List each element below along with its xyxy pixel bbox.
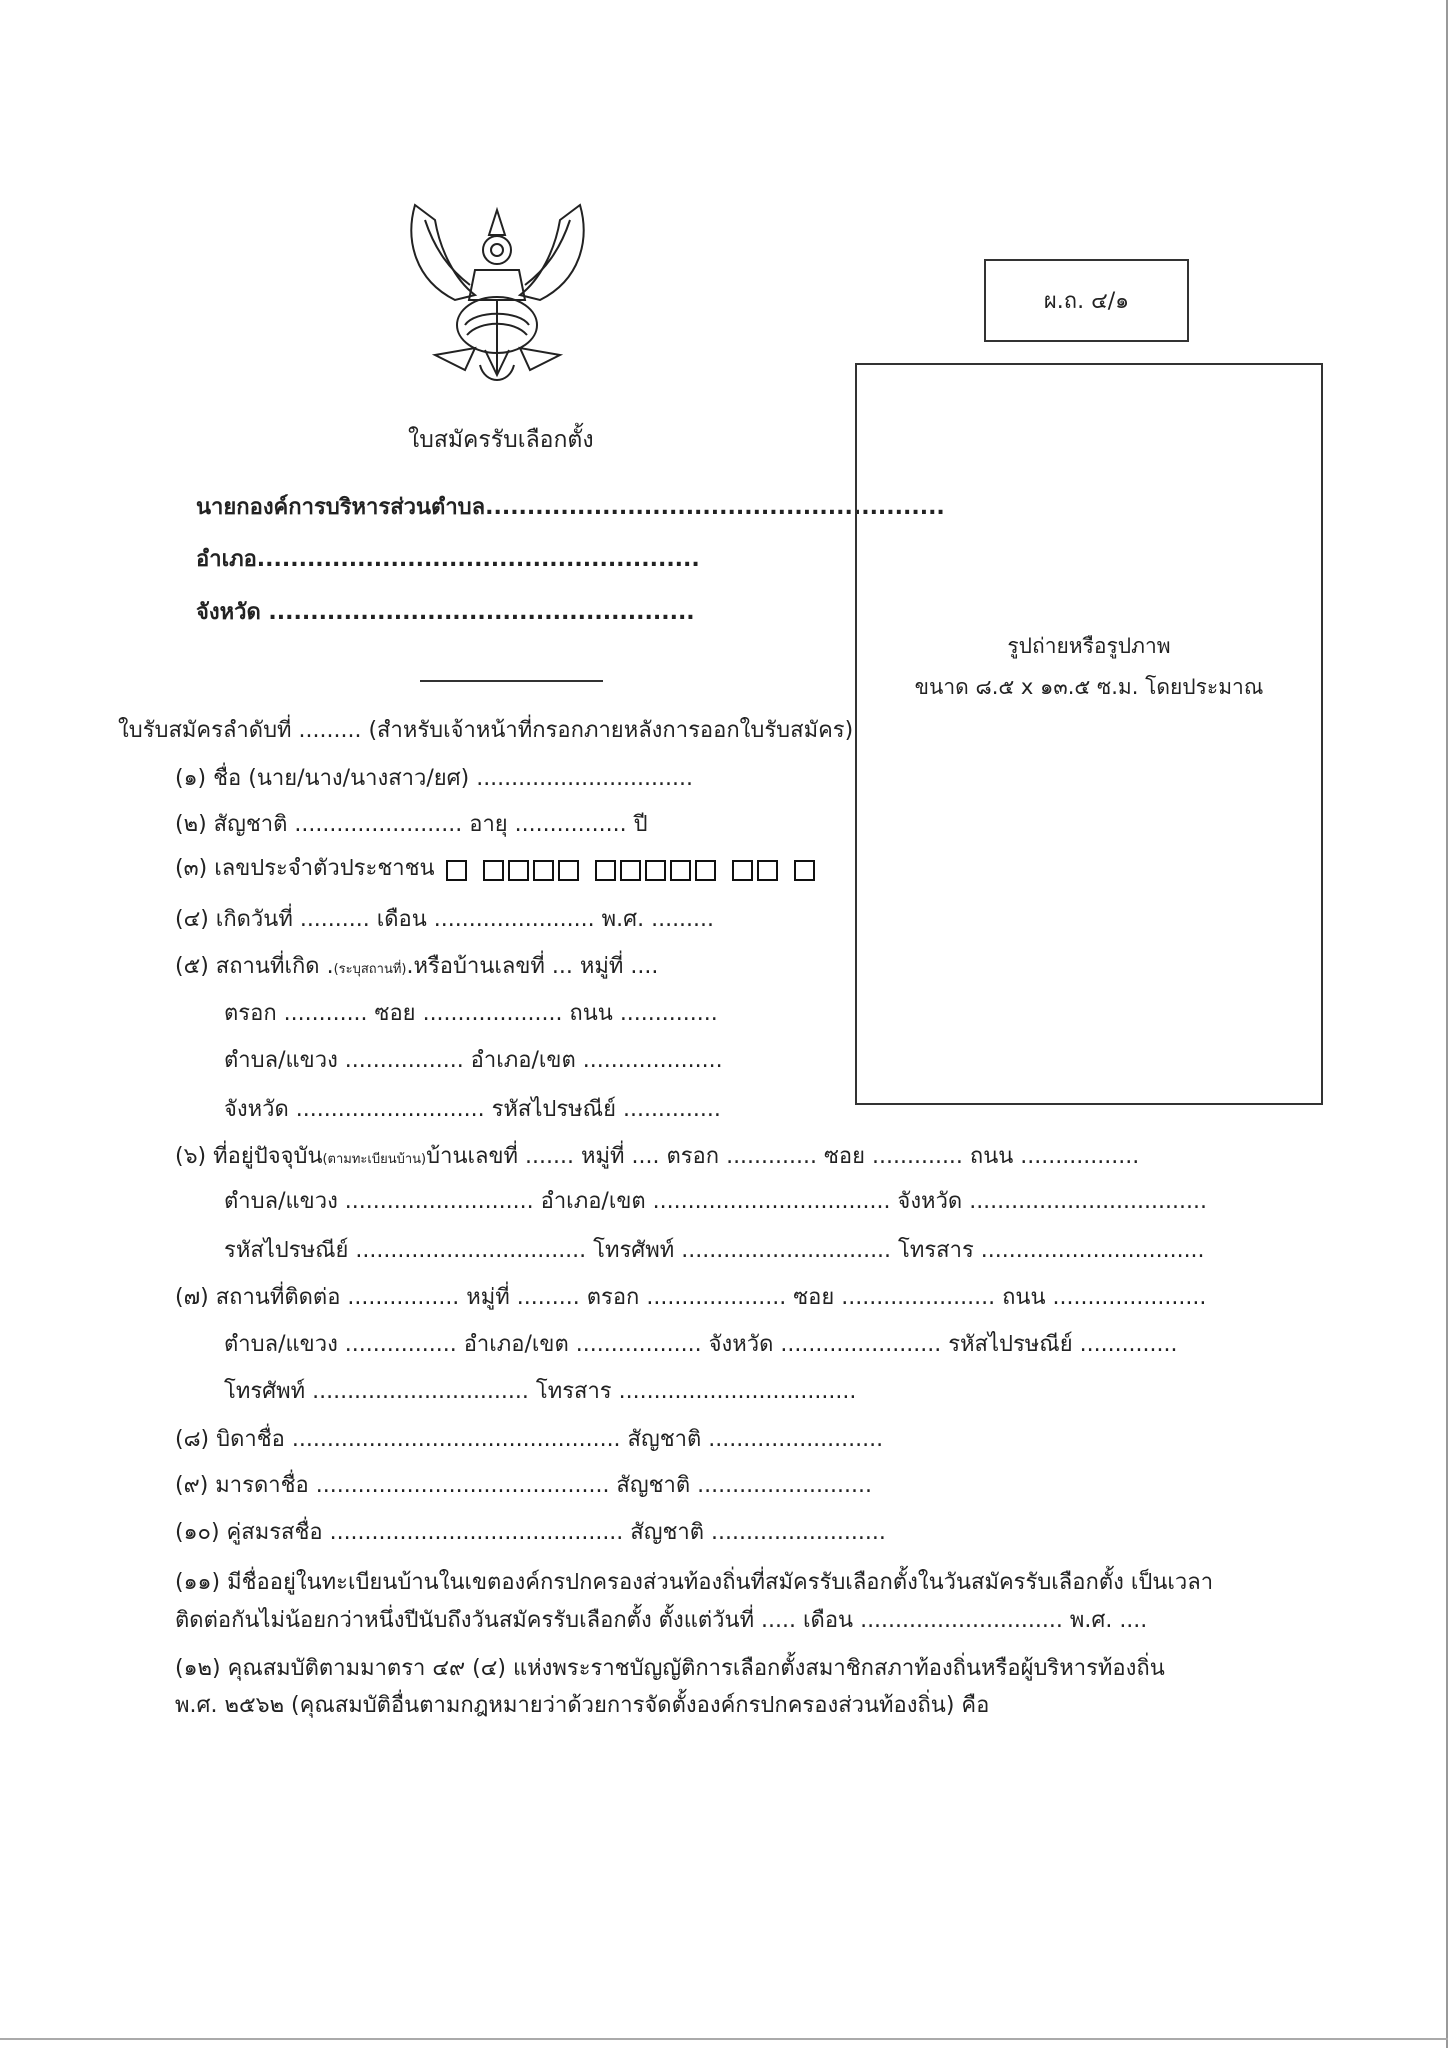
item-12-line-2: พ.ศ. ๒๕๖๒ (คุณสมบัติอื่นตามกฎหมายว่าด้วยการจัดตั้งองค์กรปกครองส่วนท้องถิ่น) คือ xyxy=(175,1693,990,1718)
item-3-id-label: (๓) เลขประจำตัวประชาชน xyxy=(175,856,435,881)
item-6-note: (ตามทะเบียนบ้าน) xyxy=(322,1152,427,1167)
id-digit-box[interactable] xyxy=(695,860,716,881)
item-6-label: (๖) ที่อยู่ปัจจุบัน xyxy=(175,1144,323,1169)
divider xyxy=(420,680,603,682)
item-5-label: (๕) สถานที่เกิด . xyxy=(175,954,334,979)
item-12-line-1: (๑๒) คุณสมบัติตามมาตรา ๔๙ (๔) แห่งพระราชบัญญัติการเลือกตั้งสมาชิกสภาท้องถิ่นหรือผู้บริหารท้องถิ่น xyxy=(175,1656,1165,1681)
id-digit-box[interactable] xyxy=(483,860,504,881)
item-4-birthdate: (๔) เกิดวันที่ .......... เดือน ....................... พ.ศ. ......... xyxy=(175,907,715,932)
id-digit-box[interactable] xyxy=(757,860,778,881)
id-digit-box[interactable] xyxy=(645,860,666,881)
id-digit-box[interactable] xyxy=(732,860,753,881)
item-11-line-1: (๑๑) มีชื่ออยู่ในทะเบียนบ้านในเขตองค์กรปกครองส่วนท้องถิ่นที่สมัครรับเลือกตั้งในวันสมัครรับเลือกตั้ง เป็นเวลา xyxy=(175,1570,1214,1595)
item-8-father: (๘) บิดาชื่อ ............................................... สัญชาติ ......................... xyxy=(175,1427,884,1452)
photo-placeholder-box[interactable] xyxy=(855,363,1323,1105)
id-digit-box[interactable] xyxy=(446,860,467,881)
header-district: อำเภอ..................................................... xyxy=(196,547,700,572)
item-5-rest: .หรือบ้านเลขที่ ... หมู่ที่ .... xyxy=(406,954,659,979)
item-7-contact: (๗) สถานที่ติดต่อ ................ หมู่ที่ ......... ตรอก .................... ซอย ...................... ถนน ...................... xyxy=(175,1285,1207,1310)
item-5-birthplace xyxy=(175,952,658,985)
id-box-group xyxy=(446,860,467,881)
item-6-rest: บ้านเลขที่ ....... หมู่ที่ .... ตรอก ............. ซอย ............. ถนน ................. xyxy=(426,1144,1140,1169)
id-box-group xyxy=(483,860,579,881)
id-digit-box[interactable] xyxy=(670,860,691,881)
item-11-line-2: ติดต่อกันไม่น้อยกว่าหนึ่งปีนับถึงวันสมัครรับเลือกตั้ง ตั้งแต่วันที่ ..... เดือน ............................. พ.ศ. .... xyxy=(175,1608,1148,1633)
item-6-postal-phone: รหัสไปรษณีย์ ................................. โทรศัพท์ .............................. โทรสาร ................................ xyxy=(224,1238,1205,1263)
id-digit-box[interactable] xyxy=(595,860,616,881)
form-code: ผ.ถ. ๔/๑ xyxy=(1043,289,1130,314)
header-province: จังหวัด ................................................... xyxy=(196,600,695,625)
receipt-number-line: ใบรับสมัครลำดับที่ ......... (สำหรับเจ้าหน้าที่กรอกภายหลังการออกใบรับสมัคร) xyxy=(118,718,854,743)
item-5-note: (ระบุสถานที่) xyxy=(333,962,407,977)
id-box-group xyxy=(732,860,778,881)
item-5-subdistrict: ตำบล/แขวง ................. อำเภอ/เขต .................... xyxy=(224,1048,723,1073)
id-box-group xyxy=(595,860,716,881)
item-6-subdistrict: ตำบล/แขวง ........................... อำเภอ/เขต .................................. จังหวัด .................................. xyxy=(224,1189,1207,1214)
page-title: ใบสมัครรับเลือกตั้ง xyxy=(408,427,594,453)
item-9-mother: (๙) มารดาชื่อ .......................................... สัญชาติ ......................... xyxy=(175,1473,872,1498)
id-digit-box[interactable] xyxy=(620,860,641,881)
item-10-spouse: (๑๐) คู่สมรสชื่อ .......................................... สัญชาติ ......................... xyxy=(175,1520,886,1545)
header-subdistrict-org: นายกองค์การบริหารส่วนตำบล....................................................... xyxy=(196,495,945,520)
item-6-address xyxy=(175,1142,1139,1175)
id-box-group xyxy=(794,860,815,881)
item-7-phone-fax: โทรศัพท์ ............................... โทรสาร .................................. xyxy=(224,1379,857,1404)
id-digit-box[interactable] xyxy=(558,860,579,881)
garuda-emblem-icon xyxy=(395,200,600,390)
id-number-boxes[interactable] xyxy=(446,860,815,881)
item-5-alley-road: ตรอก ............ ซอย .................... ถนน .............. xyxy=(224,1001,718,1026)
id-digit-box[interactable] xyxy=(508,860,529,881)
item-2-nationality-age: (๒) สัญชาติ ........................ อายุ ................ ปี xyxy=(175,812,648,837)
photo-caption-2: ขนาด ๘.๕ x ๑๓.๕ ซ.ม. โดยประมาณ xyxy=(914,675,1264,699)
item-1-name: (๑) ชื่อ (นาย/นาง/นางสาว/ยศ) ............................... xyxy=(175,766,693,791)
photo-caption-1: รูปถ่ายหรือรูปภาพ xyxy=(1007,634,1171,658)
item-7-subdistrict: ตำบล/แขวง ................ อำเภอ/เขต .................. จังหวัด ....................... รหัสไปรษณีย์ .............. xyxy=(224,1332,1178,1357)
id-digit-box[interactable] xyxy=(794,860,815,881)
item-5-province: จังหวัด ........................... รหัสไปรษณีย์ .............. xyxy=(224,1097,721,1122)
page-bottom-edge xyxy=(0,2038,1448,2040)
form-code-box xyxy=(984,259,1189,342)
id-digit-box[interactable] xyxy=(533,860,554,881)
